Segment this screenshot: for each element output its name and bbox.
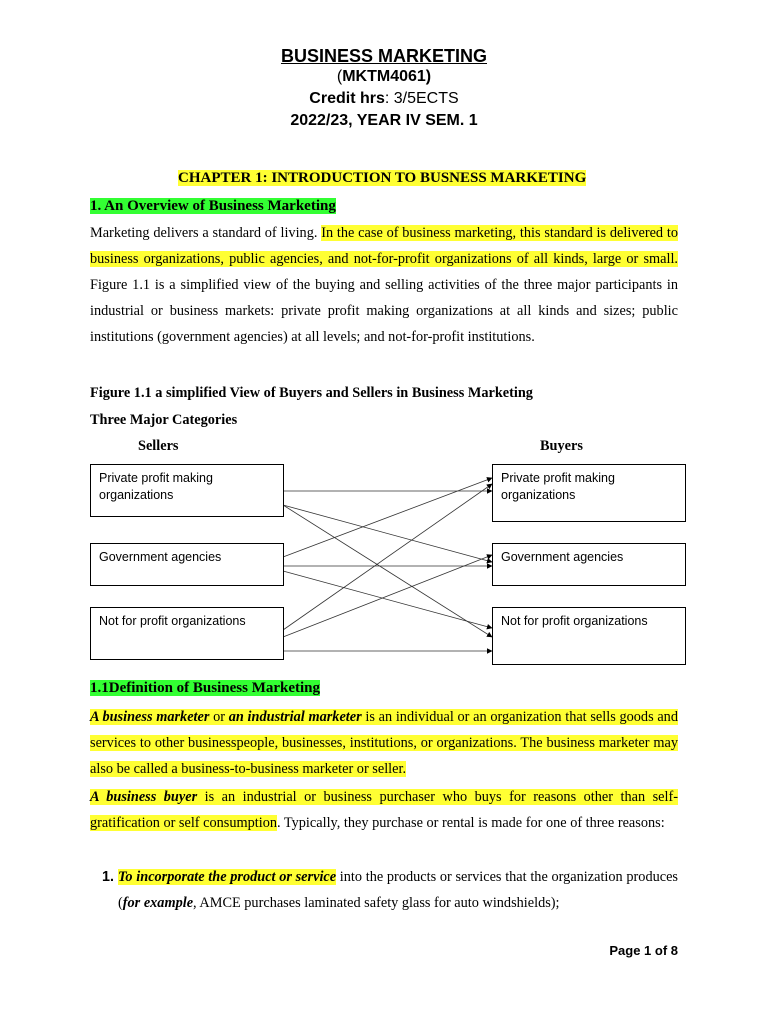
arrow-nfp-to-gov [283,555,492,637]
section-heading-definition: 1.1Definition of Business Marketing [90,680,321,696]
seller-box-private: Private profit making organizations [90,464,284,517]
figure-subtitle: Three Major Categories [90,412,238,428]
list-item-number: 1. [102,869,114,885]
buyer-box-private: Private profit making organizations [492,464,686,522]
buyers-label: Buyers [540,438,583,454]
buyer-box-nonprofit: Not for profit organizations [492,607,686,665]
figure-caption: Figure 1.1 a simplified View of Buyers and Sellers in Business Marketing [90,385,533,401]
arrow-private-to-nfp [283,505,492,637]
course-code: (MKTM4061) [336,68,432,85]
arrow-private-to-gov [283,505,492,562]
business-buyer-definition: A business buyer is an industrial or business purchaser who buys for reasons other than self-gratification or self consumption. Typically, they purchase or rental is made for one of three reasons: [90,789,678,831]
section-heading-overview: 1. An Overview of Business Marketing [90,198,336,214]
overview-paragraph: Marketing delivers a standard of living. In the case of business marketing, this standard is delivered to business organizations, public agencies, and not-for-profit organizations of all kinds, large or small. Figure 1.1 is a simplified view of the buying and selling activities of the three major participants in industrial or business markets: private profit making organizations at all kinds and sizes; public institutions (government agencies) at all levels; and not-for-profit institutions. [90,225,678,345]
document-title: BUSINESS MARKETING [280,46,487,66]
page-number: Page 1 of 8 [609,943,678,958]
credit-hours: Credit hrs: 3/5ECTS [309,90,459,107]
sellers-label: Sellers [138,438,179,454]
arrow-gov-to-private [283,478,492,557]
arrow-gov-to-nfp [283,571,492,628]
seller-box-nonprofit: Not for profit organizations [90,607,284,660]
arrow-nfp-to-private [283,484,492,630]
chapter-title: CHAPTER 1: INTRODUCTION TO BUSNESS MARKETING [178,170,587,186]
seller-box-government: Government agencies [90,543,284,586]
business-marketer-definition: A business marketer or an industrial marketer is an individual or an organization that sells goods and services to other businesspeople, businesses, institutions, or organizations. The business marketer may also be called a business-to-business marketer or seller. [90,709,678,777]
buyer-box-government: Government agencies [492,543,686,586]
list-item [90,864,678,916]
list-item-text: To incorporate the product or service into the products or services that the organization produces (for example, AMCE purchases laminated safety glass for auto windshields); [118,869,678,911]
reasons-list [90,864,678,916]
academic-year: 2022/23, YEAR IV SEM. 1 [290,112,478,129]
